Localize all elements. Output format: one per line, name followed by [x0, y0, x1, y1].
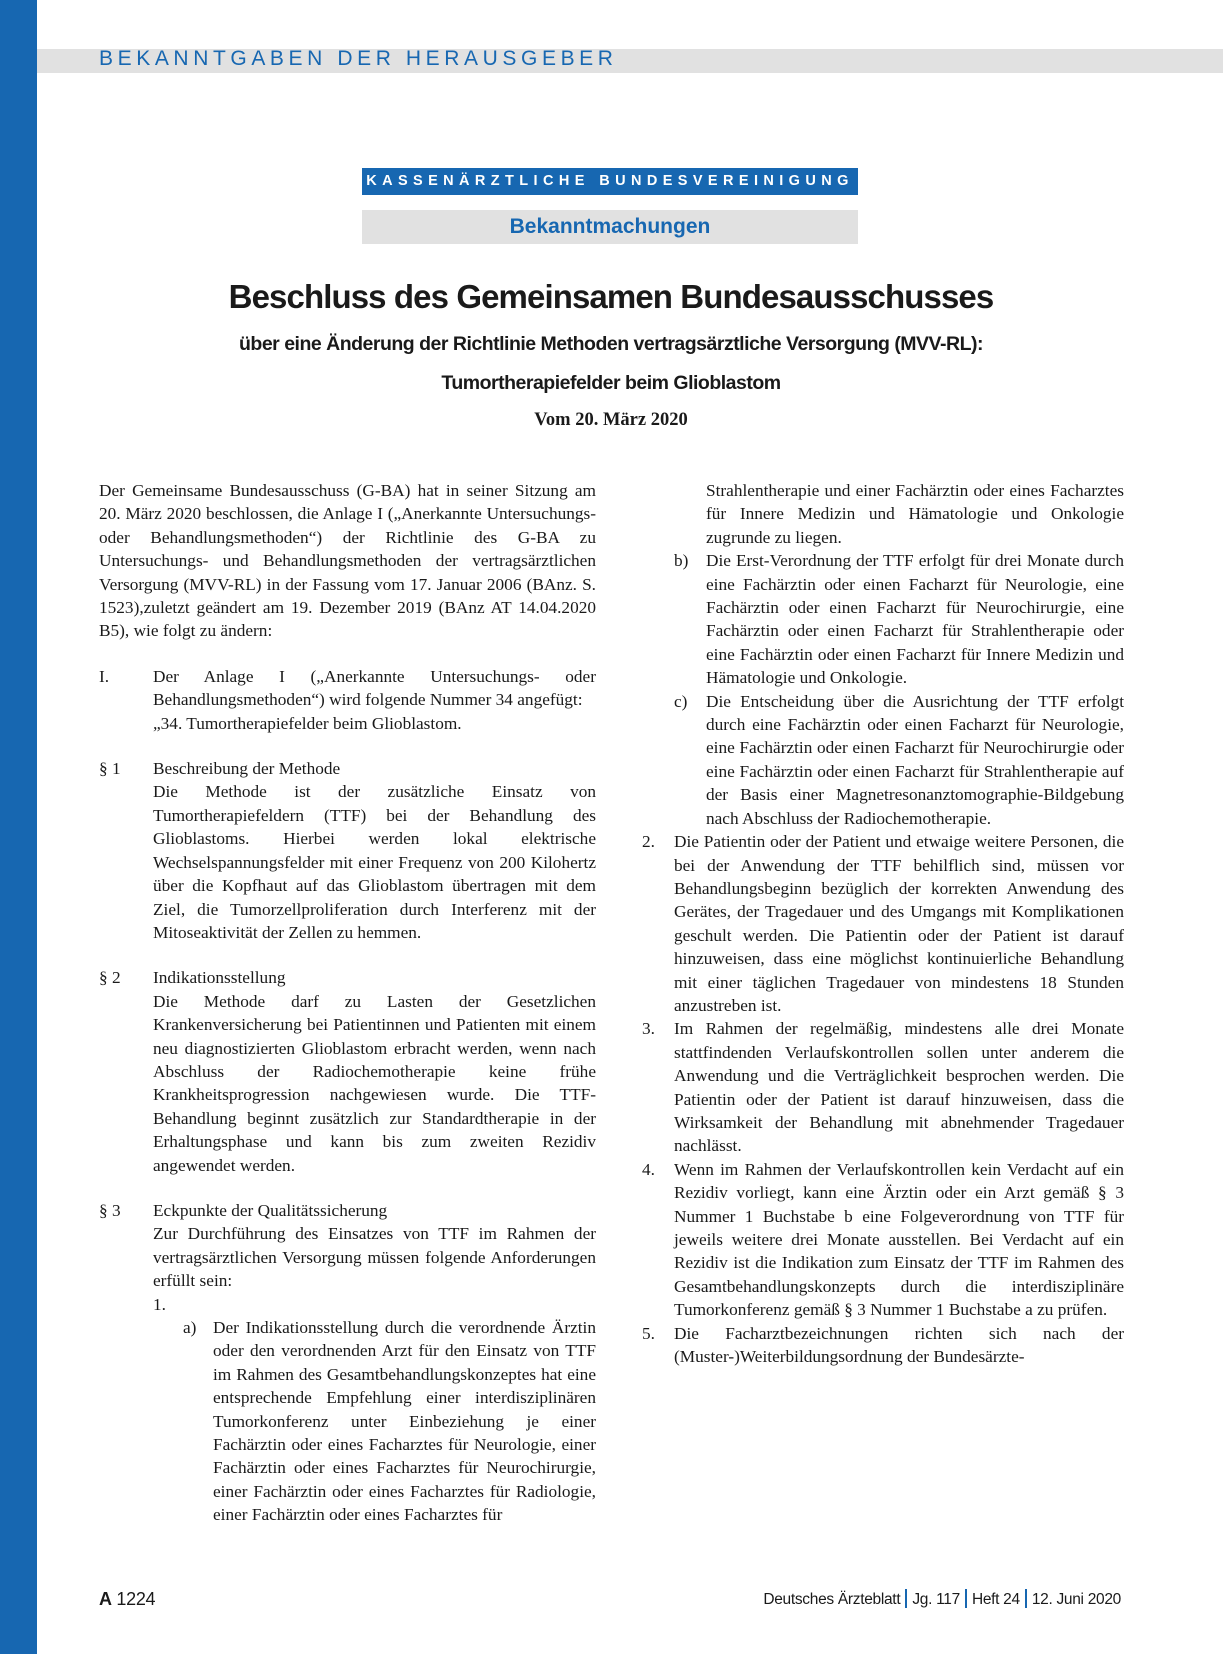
document-subtitle: über eine Änderung der Richtlinie Methoden vertragsärztliche Versorgung (MVV-RL): — [239, 333, 983, 355]
journal-date: 12. Juni 2020 — [1031, 1591, 1121, 1608]
category-banner: Bekanntmachungen — [362, 210, 858, 244]
journal-volume: Jg. 117 — [912, 1591, 960, 1608]
paragraph-label: § 1 — [99, 759, 121, 779]
sub-item-label: a) — [183, 1318, 197, 1337]
paragraph-2 — [99, 966, 596, 1177]
list-item-1-label: 1. — [153, 1294, 166, 1314]
sub-item-text: Der Indikationsstellung durch die verordnende Ärztin oder den verordnenden Arzt für den Einsatz von TTF im Rahmen des Gesamtbehandlungskonzeptes hat eine entsprechende Empfehlung einer interdisziplinären Tumorkonferenz unter Einbeziehung je einer Fachärztin oder eines Facharztes für Neurologie, einer Fachärztin oder eines Facharztes für Neurochirurgie, einer Fachärztin oder eines Facharztes für Radiologie, einer Fachärztin oder eines Facharztes für — [213, 1318, 596, 1525]
sub-item-text: Die Erst-Verordnung der TTF erfolgt für drei Monate durch eine Fachärztin oder einen Facharzt für Neurologie, eine Fachärztin oder einen Facharzt für Neurochirurgie, eine Fachärztin oder einen Facharzt für Strahlentherapie oder eine Fachärztin oder einen Facharzt für Innere Medizin und Hämatologie und Onkologie. — [706, 551, 1124, 688]
document-date: Vom 20. März 2020 — [534, 410, 688, 430]
paragraph-text: Die Methode darf zu Lasten der Gesetzlichen Krankenversicherung bei Patientinnen und Patienten mit einem neu diagnostizierten Glioblastom erbracht werden, wenn nach Abschluss der Radiochemotherapie keine frühe Krankheitsprogression nachgewiesen wurde. Die TTF-Behandlung beginnt zusätzlich zur Standardtherapie in der Erhaltungsphase und kann bis zum zweiten Rezidiv angewendet werden. — [153, 991, 596, 1175]
section-text-quote: „34. Tumortherapiefelder beim Glioblastom. — [153, 713, 462, 733]
list-item-text: Wenn im Rahmen der Verlaufskontrollen kein Verdacht auf ein Rezidiv vorliegt, kann eine Ärztin oder ein Arzt gemäß § 3 Nummer 1 Buchstabe b eine Folgeverordnung von TTF für jeweils weitere drei Monate ausstellen. Bei Verdacht auf ein Rezidiv ist die Indikation zum Einsatz der TTF im Rahmen des Gesamtbehandlungskonzepts durch die interdisziplinäre Tumorkonferenz gemäß § 3 Nummer 1 Buchstabe a zu prüfen. — [674, 1159, 1124, 1320]
document-subtitle-topic: Tumortherapiefelder beim Glioblastom — [441, 372, 781, 394]
list-item-1c — [674, 690, 1124, 830]
left-accent-bar — [0, 0, 37, 1654]
list-item-label: 4. — [642, 1159, 655, 1179]
sub-item-text: Die Entscheidung über die Ausrichtung der TTF erfolgt durch eine Fachärztin oder einen Facharzt für Neurologie, eine Fachärztin oder einen Facharzt für Neurochirurgie oder eine Fachärztin oder einen Facharzt für Strahlentherapie auf der Basis einer Magnetresonanztomographie-Bildgebung nach Abschluss der Radiochemotherapie. — [706, 691, 1124, 828]
list-item-label: 3. — [642, 1019, 655, 1039]
list-item-text: Im Rahmen der regelmäßig, mindestens alle drei Monate stattfindenden Verlaufskontrollen sollen unter anderem die Anwendung und die Verträglichkeit besprochen werden. Die Patientin oder der Patient ist darauf hinzuweisen, dass die Wirksamkeit der Behandlung mit abnehmender Tragedauer nachlässt. — [674, 1019, 1124, 1156]
journal-name: Deutsches Ärzteblatt — [763, 1591, 901, 1608]
paragraph-label: § 2 — [99, 968, 121, 988]
paragraph-3 — [99, 1199, 596, 1527]
list-item-text: Die Facharztbezeichnungen richten sich nach der (Muster-)Weiterbildungsordnung der Bundesärzte- — [674, 1323, 1124, 1367]
paragraph-heading: Beschreibung der Methode — [153, 759, 341, 779]
list-item-5 — [642, 1322, 1124, 1369]
intro-paragraph: Der Gemeinsame Bundesausschuss (G-BA) hat in seiner Sitzung am 20. März 2020 beschlossen, die Anlage I („Anerkannte Untersuchungs- oder Behandlungsmethoden“) der Richtlinie des G-BA zu Untersuchungs- und Behandlungsmethoden der vertragsärztlichen Versorgung (MVV-RL) in der Fassung vom 17. Januar 2006 (BAnz. S. 1523),zuletzt geändert am 19. Dezember 2019 (BAnz AT 14.04.2020 B5), wie folgt zu ändern: — [99, 481, 596, 641]
list-item-label: 5. — [642, 1323, 655, 1343]
section-header: BEKANNTGABEN DER HERAUSGEBER — [99, 47, 618, 70]
paragraph-text: Die Methode ist der zusätzliche Einsatz von Tumortherapiefeldern (TTF) bei der Behandlung des Glioblastoms. Hierbei werden lokal elektrische Wechselspannungsfelder mit einer Frequenz von 200 Kilohertz über die Kopfhaut auf das Glioblastom übertragen mit dem Ziel, die Tumorzellproliferation durch Interferenz mit der Mitoseaktivität der Zellen zu hemmen. — [153, 782, 596, 942]
section-I — [99, 665, 596, 735]
left-column — [99, 479, 596, 1549]
sub-item-label: b) — [674, 551, 689, 571]
journal-footer — [763, 1589, 1121, 1609]
section-label: I. — [99, 666, 110, 686]
paragraph-1 — [99, 757, 596, 944]
footer-separator — [905, 1589, 907, 1608]
list-item-text: Die Patientin oder der Patient und etwaige weitere Personen, die bei der Anwendung der TTF behilflich sind, müssen vor Behandlungsbeginn bezüglich der korrekten Anwendung des Gerätes, der Tragedauer und des Umgangs mit Komplikationen geschult werden. Die Patientin oder der Patient ist darauf hinzuweisen, dass eine möglichst kontinuierliche Behandlung mit einer täglichen Tragedauer von mindestens 18 Stunden anzustreben ist. — [674, 832, 1124, 1015]
page-number — [99, 1589, 155, 1610]
paragraph-text: Zur Durchführung des Einsatzes von TTF im Rahmen der vertragsärztlichen Versorgung müssen folgende Anforderungen erfüllt sein: — [153, 1224, 596, 1291]
list-item-1a — [153, 1316, 596, 1527]
list-item-3 — [642, 1017, 1124, 1157]
list-item-label: 2. — [642, 832, 655, 852]
paragraph-label: § 3 — [99, 1200, 121, 1220]
sub-item-1a-continued: Strahlentherapie und einer Fachärztin oder eines Facharztes für Innere Medizin und Hämatologie und Onkologie zugrunde zu liegen. — [706, 481, 1124, 547]
footer-separator — [1025, 1589, 1027, 1608]
page-prefix: A — [99, 1589, 112, 1609]
page-number-value: 1224 — [116, 1589, 156, 1609]
list-item-2 — [642, 830, 1124, 1017]
paragraph-heading: Eckpunkte der Qualitätssicherung — [153, 1200, 388, 1220]
organization-banner: KASSENÄRZTLICHE BUNDESVEREINIGUNG — [362, 168, 858, 195]
footer-separator — [965, 1589, 967, 1608]
right-column — [642, 479, 1124, 1368]
sub-item-label: c) — [674, 691, 688, 711]
journal-issue: Heft 24 — [971, 1591, 1020, 1608]
section-text: Der Anlage I („Anerkannte Untersuchungs- oder Behandlungsmethoden“) wird folgende Nummer 34 angefügt: — [153, 666, 596, 710]
paragraph-heading: Indikationsstellung — [153, 968, 286, 988]
list-item-1b — [674, 549, 1124, 689]
list-item-4 — [642, 1158, 1124, 1322]
document-title: Beschluss des Gemeinsamen Bundesausschusses — [228, 278, 994, 315]
